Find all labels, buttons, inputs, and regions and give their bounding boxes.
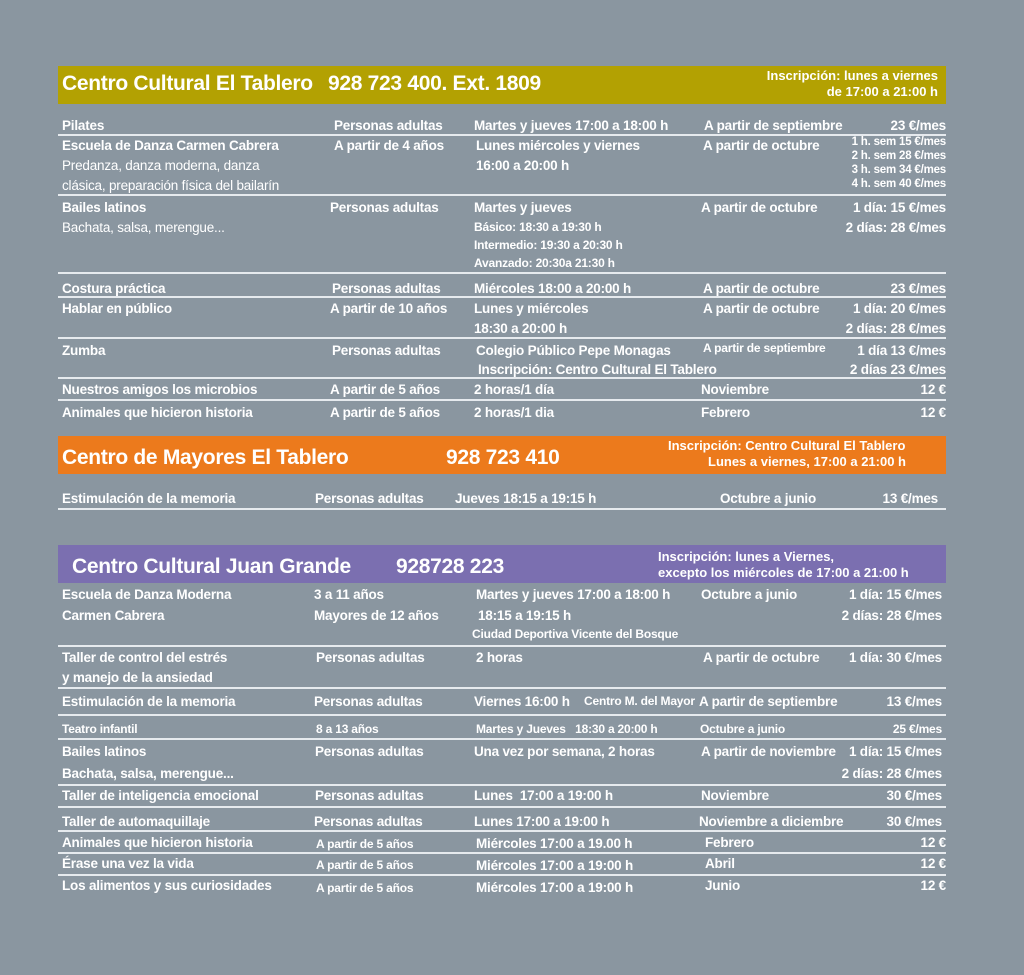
- activity-price: 13 €/mes: [882, 491, 938, 506]
- activity-start: Noviembre a diciembre: [699, 814, 844, 829]
- activity-price: 25 €/mes: [892, 722, 942, 736]
- activity-start: A partir de septiembre: [699, 694, 838, 709]
- activity-name-line2: Carmen Cabrera: [62, 608, 165, 623]
- activity-name-line2: y manejo de la ansiedad: [62, 670, 213, 685]
- activity-name: Escuela de Danza Moderna: [62, 587, 232, 602]
- table-row: [58, 585, 946, 647]
- activity-name: Taller de automaquillaje: [62, 814, 210, 829]
- activity-age: A partir de 5 años: [316, 858, 414, 872]
- activity-name: Estimulación de la memoria: [62, 694, 236, 709]
- activity-start: Junio: [705, 878, 740, 893]
- activity-time: 2 horas/1 dia: [474, 405, 554, 420]
- activity-price: 4 h. sem 40 €/mes: [851, 178, 946, 190]
- activity-price: 2 días 23 €/mes: [849, 362, 946, 377]
- activity-time: Lunes 17:00 a 19:00 h: [474, 814, 610, 829]
- activity-age: Mayores de 12 años: [314, 608, 439, 623]
- activity-price: 2 días: 28 €/mes: [845, 321, 946, 336]
- activity-time-detail: Inscripción: Centro Cultural El Tablero: [478, 362, 717, 377]
- activity-name: Érase una vez la vida: [62, 856, 194, 871]
- activity-name: Los alimentos y sus curiosidades: [62, 878, 272, 893]
- activity-price: 12 €: [920, 382, 946, 397]
- activity-time: Viernes 16:00 h: [474, 694, 570, 709]
- activity-price: 23 €/mes: [890, 281, 946, 296]
- activity-price: 12 €: [920, 405, 946, 420]
- activity-age: Personas adultas: [314, 694, 423, 709]
- activity-time: 2 horas/1 día: [474, 382, 554, 397]
- activity-start: Noviembre: [701, 382, 769, 397]
- activity-age: A partir de 10 años: [330, 301, 448, 316]
- section-inscription: Inscripción: lunes a viernes de 17:00 a 21:00 h: [766, 68, 938, 99]
- activity-name: Bailes latinos: [62, 200, 147, 215]
- activity-age: Personas adultas: [316, 650, 425, 665]
- activity-start: Febrero: [701, 405, 750, 420]
- section-title: Centro Cultural El Tablero: [62, 72, 313, 95]
- table-row: [58, 278, 946, 298]
- activity-description: Predanza, danza moderna, danza: [62, 158, 260, 173]
- activity-age: A partir de 5 años: [316, 881, 414, 895]
- section-phone: 928 723 400. Ext. 1809: [328, 72, 541, 95]
- activity-name: Animales que hicieron historia: [62, 405, 253, 420]
- activity-time: Miércoles 17:00 a 19:00 h: [476, 858, 634, 873]
- activity-age: A partir de 5 años: [330, 382, 440, 397]
- activity-price: 23 €/mes: [890, 118, 946, 133]
- activity-name: Teatro infantil: [62, 722, 138, 736]
- activity-age: Personas adultas: [314, 814, 423, 829]
- activity-start: Octubre a junio: [701, 587, 798, 602]
- activity-time: Miércoles 18:00 a 20:00 h: [474, 281, 632, 296]
- activity-age: Personas adultas: [332, 281, 441, 296]
- activity-start: Octubre a junio: [700, 722, 786, 736]
- activity-age: 8 a 13 años: [316, 722, 379, 736]
- activity-time: Martes y Jueves 18:30 a 20:00 h: [476, 722, 658, 736]
- activity-time: Lunes 17:00 a 19:00 h: [474, 788, 613, 803]
- activity-time: Martes y jueves: [474, 200, 572, 215]
- table-row: [58, 689, 946, 716]
- activity-start: A partir de octubre: [701, 200, 818, 215]
- table-row: [58, 136, 946, 196]
- activity-start: A partir de septiembre: [703, 341, 826, 355]
- section-inscription: Inscripción: lunes a Viernes, excepto los miércoles de 17:00 a 21:00 h: [658, 549, 909, 580]
- table-row: [58, 298, 946, 339]
- activity-age: Personas adultas: [332, 343, 441, 358]
- activity-price: 2 días: 28 €/mes: [841, 766, 942, 781]
- activity-price: 1 día: 15 €/mes: [848, 587, 942, 602]
- activity-description: Bachata, salsa, merengue...: [62, 766, 234, 781]
- activity-start: Febrero: [705, 835, 754, 850]
- activity-location: Ciudad Deportiva Vicente del Bosque: [472, 627, 679, 641]
- activity-name: Costura práctica: [62, 281, 166, 296]
- activity-time: Lunes miércoles y viernes: [476, 138, 640, 153]
- table-row: [58, 876, 946, 900]
- table-row: [58, 854, 946, 876]
- activity-price: 2 días: 28 €/mes: [841, 608, 942, 623]
- activity-price: 2 días: 28 €/mes: [845, 220, 946, 235]
- activity-name: Bailes latinos: [62, 744, 147, 759]
- activity-time: Martes y jueves 17:00 a 18:00 h: [474, 118, 669, 133]
- activity-age: 3 a 11 años: [314, 587, 384, 602]
- activity-age: A partir de 5 años: [330, 405, 440, 420]
- activity-name: Escuela de Danza Carmen Cabrera: [62, 138, 279, 153]
- activity-time: Colegio Público Pepe Monagas: [476, 343, 671, 358]
- table-row: [58, 196, 946, 274]
- activity-price: 1 día: 15 €/mes: [848, 744, 942, 759]
- activity-price: 30 €/mes: [886, 814, 942, 829]
- banner-centro-de-mayores-el-tablero: [58, 436, 946, 474]
- activity-age: Personas adultas: [334, 118, 443, 133]
- activity-price: 3 h. sem 34 €/mes: [851, 164, 946, 176]
- activity-price: 1 día: 30 €/mes: [848, 650, 942, 665]
- activity-name: Zumba: [62, 343, 106, 358]
- activity-price: 1 día: 15 €/mes: [852, 200, 946, 215]
- table-row: [58, 401, 946, 423]
- table-row: [58, 379, 946, 401]
- table-row: [58, 647, 946, 689]
- activity-price: 1 h. sem 15 €/mes: [851, 136, 946, 148]
- activity-age: A partir de 4 años: [334, 138, 444, 153]
- activity-time-detail: 18:30 a 20:00 h: [474, 321, 568, 336]
- activity-start: A partir de octubre: [703, 138, 820, 153]
- activity-start: A partir de octubre: [703, 650, 820, 665]
- activity-age: Personas adultas: [315, 744, 424, 759]
- activity-price: 30 €/mes: [886, 788, 942, 803]
- activity-time: Miércoles 17:00 a 19:00 h: [476, 880, 634, 895]
- table-row: [58, 740, 946, 786]
- banner-centro-cultural-juan-grande: [58, 545, 946, 583]
- activity-start: Abril: [705, 856, 735, 871]
- activity-name: Nuestros amigos los microbios: [62, 382, 258, 397]
- table-row: [58, 716, 946, 740]
- activity-location: Centro M. del Mayor: [584, 694, 695, 708]
- activity-name: Taller de control del estrés: [62, 650, 228, 665]
- activity-start: A partir de octubre: [703, 281, 820, 296]
- table-row: [58, 339, 946, 379]
- activity-description: Bachata, salsa, merengue...: [62, 220, 225, 235]
- activity-start: Noviembre: [701, 788, 769, 803]
- activity-name: Hablar en público: [62, 301, 172, 316]
- table-row: [58, 115, 946, 136]
- section-title: Centro Cultural Juan Grande: [72, 555, 351, 578]
- activity-time: Jueves 18:15 a 19:15 h: [455, 491, 597, 506]
- section-phone: 928728 223: [396, 555, 504, 578]
- activity-time-detail: Intermedio: 19:30 a 20:30 h: [474, 238, 623, 252]
- activity-price: 12 €: [920, 835, 946, 850]
- activity-time-detail: Avanzado: 20:30a 21:30 h: [474, 256, 615, 270]
- activity-time-detail: Básico: 18:30 a 19:30 h: [474, 220, 602, 234]
- activity-start: A partir de octubre: [703, 301, 820, 316]
- activity-age: A partir de 5 años: [316, 837, 414, 851]
- activity-start: Octubre a junio: [720, 491, 817, 506]
- activity-time: Martes y jueves 17:00 a 18:00 h: [476, 587, 671, 602]
- activity-time-detail: 18:15 a 19:15 h: [478, 608, 572, 623]
- table-row: [58, 488, 946, 510]
- table-row: [58, 786, 946, 808]
- activity-time: Lunes y miércoles: [474, 301, 589, 316]
- table-row: [58, 808, 946, 832]
- activity-name: Animales que hicieron historia: [62, 835, 253, 850]
- activity-time: Una vez por semana, 2 horas: [474, 744, 655, 759]
- activity-time: Miércoles 17:00 a 19.00 h: [476, 836, 633, 851]
- table-row: [58, 832, 946, 854]
- activity-price: 12 €: [920, 856, 946, 871]
- activity-price: 13 €/mes: [886, 694, 942, 709]
- activity-age: Personas adultas: [315, 788, 424, 803]
- activity-age: Personas adultas: [330, 200, 439, 215]
- activity-price: 2 h. sem 28 €/mes: [851, 150, 946, 162]
- activity-start: A partir de noviembre: [701, 744, 836, 759]
- section-title: Centro de Mayores El Tablero: [62, 446, 349, 469]
- activity-name: Pilates: [62, 118, 105, 133]
- activity-price: 1 día: 20 €/mes: [852, 301, 946, 316]
- activity-time: 2 horas: [476, 650, 523, 665]
- activity-price: 12 €: [920, 878, 946, 893]
- activity-age: Personas adultas: [315, 491, 424, 506]
- activity-start: A partir de septiembre: [704, 118, 843, 133]
- banner-centro-cultural-el-tablero: [58, 66, 946, 104]
- activity-price: 1 día 13 €/mes: [857, 343, 946, 358]
- activity-name: Estimulación de la memoria: [62, 491, 236, 506]
- section-inscription: Inscripción: Centro Cultural El Tablero Lunes a viernes, 17:00 a 21:00 h: [668, 438, 906, 469]
- activity-description: clásica, preparación física del bailarín: [62, 178, 280, 193]
- section-phone: 928 723 410: [446, 446, 560, 469]
- activity-name: Taller de inteligencia emocional: [62, 788, 259, 803]
- activity-time-detail: 16:00 a 20:00 h: [476, 158, 570, 173]
